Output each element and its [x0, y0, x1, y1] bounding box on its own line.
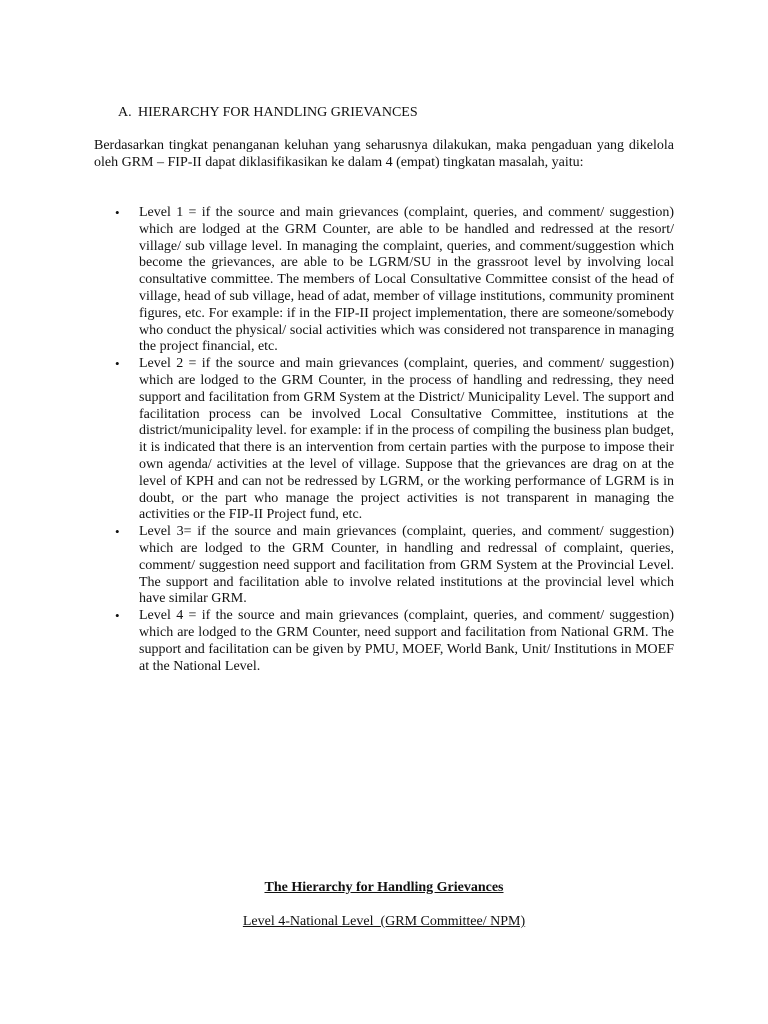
list-item-level-3 — [94, 524, 674, 608]
level-1-text: Level 1 = if the source and main grievances (complaint, queries, and comment/ suggestion) which are lodged at the GRM Counter, are able to be handled and redressed at the resort/ village/ sub village level. In managing the complaint, queries, and comment/suggestion which become the grievances, are able to be LGRM/SU in the grassroot level by involving local consultative committee. The members of Local Consultative Committee consist of the head of village, head of sub village, head of adat, member of village institutions, community prominent figures, etc. For example: if in the FIP-II project implementation, there are someone/somebody who conduct the physical/ social activities which was considered not transparence in managing the project financial, etc. — [139, 205, 674, 355]
level-3-text: Level 3= if the source and main grievances (complaint, queries, and comment/ suggestion) which are lodged to the GRM Counter, in handling and redressal of complaint, queries, comment/ suggestion need support and facilitation from GRM System at the Provincial Level. The support and facilitation able to involve related institutions at the provincial level which have similar GRM. — [139, 524, 674, 607]
list-item-level-2 — [94, 356, 674, 524]
level-2-text: Level 2 = if the source and main grievances (complaint, queries, and comment/ suggestion) which are lodged to the GRM Counter, in the process of handling and redressing, they need support and facilitation from GRM System at the District/ Municipality Level. The support and facilitation process can be involved Local Consultative Committee, institutions at the district/municipality level. for example: if in the process of compiling the business plan budget, it is indicated that there is an intervention from certain parties with the purpose to impose their own agenda/ activities at the level of village. Suppose that the grievances are drag on at the level of KPH and can not be redressed by LGRM, or the working performance of LGRM is in doubt, or the part who manage the project activities is not transparent in managing the activities or the FIP-II Project fund, etc. — [139, 356, 674, 523]
bullet-icon: • — [115, 356, 120, 372]
level-4-text: Level 4 = if the source and main grievances (complaint, queries, and comment/ suggestion) which are lodged to the GRM Counter, need support and facilitation from National GRM. The support and facilitation can be given by PMU, MOEF, World Bank, Unit/ Institutions in MOEF at the National Level. — [139, 608, 674, 674]
section-letter: A. — [118, 105, 132, 120]
list-item-level-1 — [94, 205, 674, 356]
bullet-icon: • — [115, 205, 120, 220]
figure-level-label: Level 4-National Level (GRM Committee/ NPM) — [242, 914, 526, 929]
section-heading — [118, 104, 418, 121]
bullet-icon: • — [115, 608, 120, 624]
intro-paragraph: Berdasarkan tingkat penanganan keluhan yang seharusnya dilakukan, maka pengaduan yang dikelola oleh GRM – FIP-II dapat diklasifikasikan ke dalam 4 (empat) tingkatan masalah, yaitu: — [94, 138, 674, 170]
figure-title: The Hierarchy for Handling Grievances — [264, 880, 504, 895]
list-item-level-4 — [94, 608, 674, 675]
section-heading-text: HIERARCHY FOR HANDLING GRIEVANCES — [138, 105, 418, 120]
grievance-levels-list — [94, 205, 674, 675]
bullet-icon: • — [115, 524, 120, 540]
